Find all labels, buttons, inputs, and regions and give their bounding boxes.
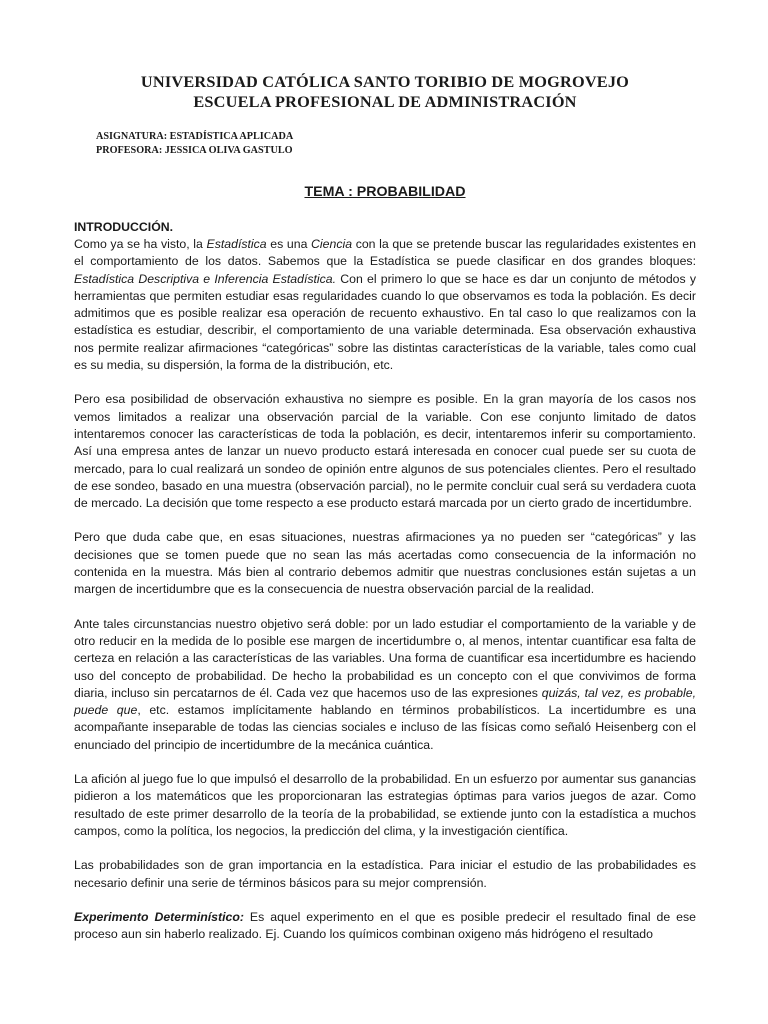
subject-line: ASIGNATURA: ESTADÍSTICA APLICADA xyxy=(96,131,294,142)
text-run: Como ya se ha visto, la xyxy=(74,237,207,251)
course-info xyxy=(74,130,696,158)
italic-expressions: quizás, tal vez, es probable, puede que xyxy=(74,685,696,718)
text-run: con la que se pretende buscar las regularidades existentes en el comportamiento de los datos. Sabemos que la Estadística se puede clasificar en dos grandes bloques: xyxy=(74,237,696,269)
school-name: ESCUELA PROFESIONAL DE ADMINISTRACIÓN xyxy=(193,92,577,111)
topic-title: TEMA : PROBABILIDAD xyxy=(304,184,466,200)
italic-term: Estadística Descriptiva e Inferencia Estadística. xyxy=(74,271,337,286)
text-run: Ante tales circunstancias nuestro objetivo será doble: por un lado estudiar el comportamiento de la variable y de otro reducir en la medida de lo posible ese margen de incertidumbre o, al menos, intentar cuantificar esa falta de certeza en relación a las características de las variables. Una forma de cuantificar esa incertidumbre es haciendo uso del concepto de probabilidad. De hecho la probabilidad es un concepto con el que convivimos de forma diaria, incluso sin percatarnos de él. Cada vez que hacemos uso de las expresiones xyxy=(74,616,696,700)
paragraph-4 xyxy=(74,616,696,754)
text-run: es una xyxy=(266,237,312,251)
paragraph-2: Pero esa posibilidad de observación exhaustiva no siempre es posible. En la gran mayoría de los casos nos vemos limitados a realizar una observación parcial de la variable. Con ese conjunto limitado de datos intentaremos conocer las características de toda la población, es decir, intentaremos inferir su comportamiento. Así una empresa antes de lanzar un nuevo producto estará interesada en conocer cual puede ser su cuota de mercado, para lo cual realizará un sondeo de opinión entre algunos de sus potenciales clientes. Pero el resultado de ese sondeo, basado en una muestra (observación parcial), no le permite concluir cual será su verdadera cuota de mercado. La decisión que tome respecto a ese producto estará marcada por un cierto grado de incertidumbre. xyxy=(74,392,696,511)
definition-term: Experimento Determinístico: xyxy=(74,909,244,924)
paragraph-1 xyxy=(74,236,696,374)
text-run: Es aquel experimento en el que es posible predecir el resultado final de ese proceso aun sin haberlo realizado. Ej. Cuando los químicos combinan oxigeno más hidrógeno el resultado xyxy=(74,909,696,942)
university-name: UNIVERSIDAD CATÓLICA SANTO TORIBIO DE MOGROVEJO xyxy=(140,72,630,91)
section-title-intro: INTRODUCCIÓN. xyxy=(74,220,174,234)
italic-term: Ciencia xyxy=(311,237,353,251)
paragraph-6: Las probabilidades son de gran importancia en la estadística. Para iniciar el estudio de las probabilidades es necesario definir una serie de términos básicos para su mejor comprensión. xyxy=(74,858,696,890)
italic-term: Estadística xyxy=(206,237,267,251)
document-page xyxy=(74,72,696,943)
teacher-line: PROFESORA: JESSICA OLIVA GASTULO xyxy=(96,145,293,156)
text-run: Con el primero lo que se hace es dar un conjunto de métodos y herramientas que permiten estudiar esas regularidades cuando lo que observamos es toda la población. Es decir admitimos que es posible realizar esa operación de recuento exhaustivo. En tal caso lo que realizamos con la estadística es estudiar, describir, el comportamiento de una variable determinada. Esa observación exhaustiva nos permite realizar afirmaciones “categóricas” sobre las distintas características de la variable, tales como cual es su media, su dispersión, la forma de la distribución, etc. xyxy=(74,271,696,373)
paragraph-7 xyxy=(74,909,696,944)
paragraph-3: Pero que duda cabe que, en esas situaciones, nuestras afirmaciones ya no pueden ser “categóricas” y las decisiones que se tomen puede que no sean las más acertadas como consecuencia de la información no contenida en la muestra. Más bien al contrario debemos admitir que nuestras conclusiones están sujetas a un margen de incertidumbre que es la consecuencia de nuestra observación parcial de la realidad. xyxy=(74,530,696,597)
paragraph-5: La afición al juego fue lo que impulsó el desarrollo de la probabilidad. En un esfuerzo por aumentar sus ganancias pidieron a los matemáticos que les proporcionaran las estrategias óptimas para varios juegos de azar. Como resultado de este primer desarrollo de la teoría de la probabilidad, se extiende junto con la estadística a muchos campos, como la política, los negocios, la predicción del clima, y la investigación científica. xyxy=(74,772,696,838)
text-run: , etc. estamos implícitamente hablando en términos probabilísticos. La incertidumbre es una acompañante inseparable de todas las ciencias sociales e incluso de las físicas como señaló Heisenberg con el enunciado del principio de incertidumbre de la mecánica cuántica. xyxy=(74,703,696,752)
